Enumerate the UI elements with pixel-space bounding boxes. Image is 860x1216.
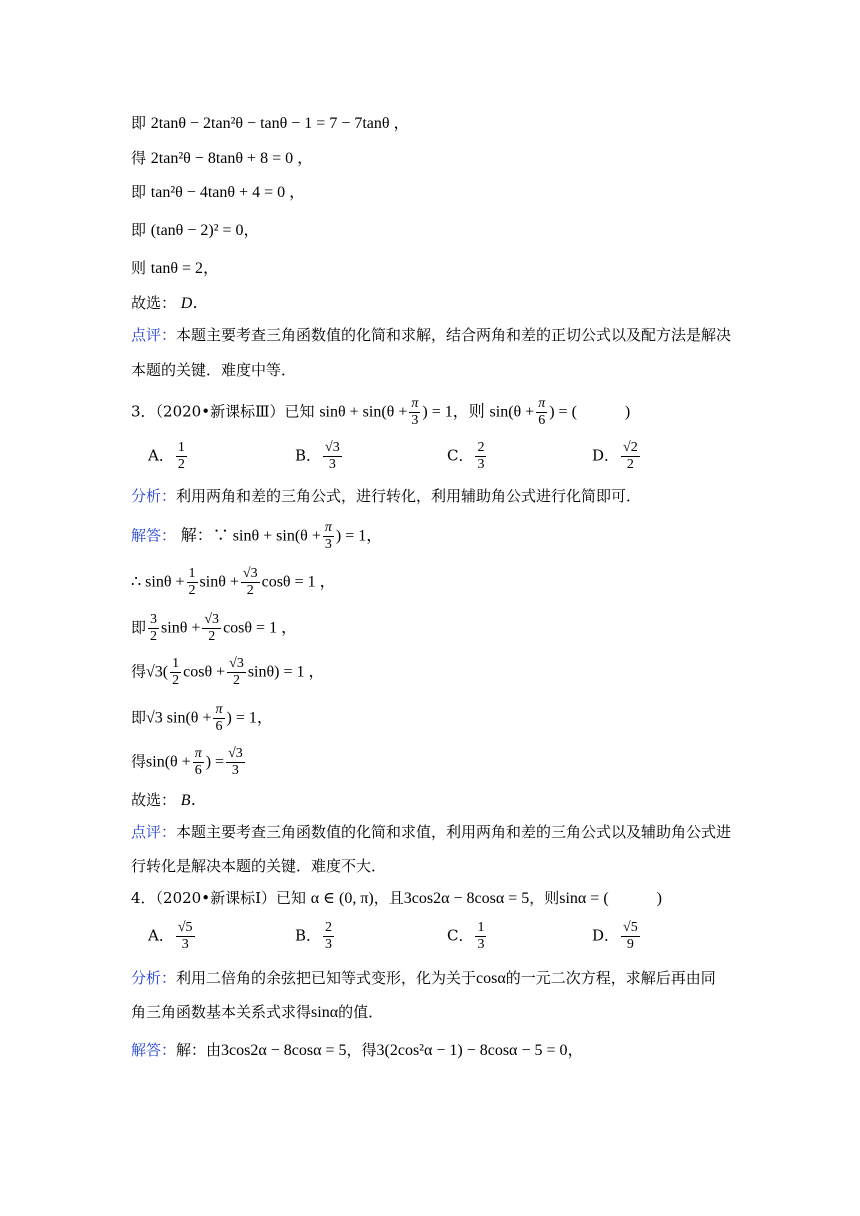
text: ，得 [346, 1041, 377, 1059]
comment-label: 点评： [131, 823, 177, 841]
denominator: 2 [626, 457, 634, 472]
text: 即 [131, 618, 147, 637]
answer-choice-line [131, 291, 208, 316]
denominator: 3 [477, 937, 485, 952]
equation: sinα [311, 1004, 339, 1021]
text: 得 [131, 752, 147, 771]
comment-line [131, 854, 386, 878]
denominator: 2 [232, 673, 240, 688]
equation: 3(2cos²α − 1) − 8cosα − 5 = 0， [376, 1042, 584, 1059]
comment-text: 本题主要考查三角函数值的化简和求值，利用两角和差的三角公式以及辅助角公式进 [176, 823, 732, 841]
denominator: 3 [181, 937, 189, 952]
equation: α ∈ (0, π) [310, 890, 374, 907]
fraction [170, 656, 181, 689]
fraction [193, 746, 204, 779]
fraction [176, 920, 195, 953]
equation: cosθ = 1 ， [223, 619, 298, 637]
option-label: C． [447, 446, 474, 465]
equation: sinθ + sin(θ + [319, 403, 408, 421]
analysis-label: 分析： [131, 969, 177, 987]
equation: 2tanθ − 2tan²θ − tanθ − 1 = 7 − 7tanθ ， [150, 115, 410, 132]
numerator: 1 [172, 656, 180, 671]
answer-letter: B． [180, 792, 207, 809]
option-c [447, 440, 488, 473]
solution-line [131, 146, 313, 171]
answer-label: 解答： [131, 526, 177, 545]
numerator: 1 [477, 920, 485, 935]
analysis-line [131, 484, 641, 508]
equation: √3 sin(θ + [146, 709, 212, 727]
denominator: 2 [188, 583, 196, 598]
equation: 3cos2α − 8cosα = 5 [403, 890, 530, 907]
text: 解：由 [176, 1041, 222, 1059]
equation: ) = ( ) [549, 403, 631, 421]
numerator: 2 [477, 440, 485, 455]
numerator: √3 [242, 566, 258, 581]
numerator: π [324, 520, 332, 535]
option-label: C． [447, 926, 474, 945]
option-d [592, 920, 642, 953]
numerator: π [215, 702, 223, 717]
fraction [202, 612, 221, 645]
solution-step [131, 702, 273, 735]
fraction [227, 656, 246, 689]
equation: sinθ) = 1 ， [247, 663, 325, 681]
solution-step [131, 612, 297, 645]
fraction [475, 920, 486, 953]
solution-line [131, 180, 305, 205]
fraction [213, 702, 224, 735]
question-4-stem [131, 886, 662, 911]
equation: 3cos2α − 8cosα = 5 [221, 1042, 347, 1059]
denominator: 3 [324, 537, 332, 552]
equation: sin(θ + [489, 403, 535, 421]
equation: cosθ = 1 ， [261, 573, 336, 591]
denominator: 3 [231, 763, 239, 778]
text: 得 [131, 149, 147, 167]
numerator: √5 [177, 920, 193, 935]
comment-label: 点评： [131, 326, 177, 344]
fraction [475, 440, 486, 473]
equation: cosα [476, 970, 506, 987]
fraction [187, 566, 198, 599]
equation: sinα = ( ) [559, 890, 662, 907]
numerator: π [411, 396, 419, 411]
fraction [621, 920, 640, 953]
option-label: A． [148, 446, 174, 465]
text: 即 [131, 183, 147, 201]
answer-letter: D． [180, 295, 209, 312]
option-b [295, 440, 344, 473]
solution-line [131, 111, 410, 136]
question-3-stem [131, 396, 630, 429]
analysis-line [131, 1000, 383, 1025]
option-label: D． [592, 446, 620, 465]
analysis-text: 角三角函数基本关系式求得 [131, 1003, 312, 1021]
equation: (tanθ − 2)² = 0， [150, 222, 260, 239]
denominator: 6 [215, 719, 223, 734]
numerator: √3 [229, 656, 244, 671]
text: 即 [131, 221, 147, 239]
denominator: 2 [208, 629, 216, 644]
question-number: 3．（2020•新课标Ⅲ）已知 [131, 402, 315, 421]
analysis-line [131, 966, 716, 991]
option-d [592, 440, 642, 473]
text: 即 [131, 708, 147, 727]
text: 故选： [131, 791, 177, 809]
numerator: π [194, 746, 202, 761]
denominator: 3 [477, 457, 485, 472]
equation: ) = [205, 753, 225, 771]
denominator: 3 [411, 413, 419, 428]
comment-line [131, 323, 731, 347]
analysis-text: 利用二倍角的余弦把已知等式变形，化为关于 [176, 969, 477, 987]
denominator: 6 [538, 413, 546, 428]
option-a [148, 440, 189, 473]
text: ，则 [529, 889, 560, 907]
equation: ) = 1，则 [422, 403, 485, 421]
denominator: 3 [325, 937, 333, 952]
denominator: 2 [246, 583, 254, 598]
denominator: 9 [626, 937, 634, 952]
equation: ∴ sinθ + [131, 573, 185, 591]
question-number: 4．（2020•新课标Ⅰ）已知 [131, 889, 306, 907]
equation: sin(θ + [146, 753, 191, 771]
analysis-label: 分析： [131, 487, 177, 505]
fraction [176, 440, 187, 473]
comment-line [131, 820, 731, 844]
equation: sinθ + [161, 619, 201, 637]
comment-text: 本题的关键．难度中等． [131, 361, 297, 379]
fraction [536, 396, 547, 429]
equation: 解：∵ sinθ + sin(θ + [180, 527, 321, 545]
denominator: 3 [328, 457, 336, 472]
text: ，且 [373, 889, 404, 907]
numerator: 1 [177, 440, 185, 455]
numerator: 2 [325, 920, 333, 935]
answer-choice-line [131, 788, 207, 813]
text: 则 [131, 259, 147, 277]
option-c [447, 920, 488, 953]
fraction [226, 746, 245, 779]
option-b [295, 920, 336, 953]
fraction [323, 440, 342, 473]
analysis-text: 的值． [338, 1003, 384, 1021]
denominator: 6 [194, 763, 202, 778]
answer-line [131, 520, 382, 553]
equation: ) = 1， [226, 709, 273, 727]
analysis-text: 的一元二次方程，求解后再由同 [505, 969, 716, 987]
text: 故选： [131, 294, 177, 312]
denominator: 2 [172, 673, 180, 688]
equation: sinθ + [199, 573, 239, 591]
equation: cosθ + [183, 663, 226, 681]
fraction [241, 566, 260, 599]
numerator: 3 [150, 612, 158, 627]
comment-text: 本题主要考查三角函数值的化简和求解，结合两角和差的正切公式以及配方法是解决 [176, 326, 732, 344]
denominator: 2 [177, 457, 185, 472]
option-a [148, 920, 197, 953]
fraction [409, 396, 420, 429]
comment-line [131, 358, 296, 382]
option-label: A． [148, 926, 174, 945]
numerator: √5 [623, 920, 638, 935]
fraction [148, 612, 159, 645]
analysis-text: 利用两角和差的三角公式，进行转化，利用辅助角公式进行化简即可． [176, 487, 642, 505]
solution-step [131, 566, 336, 599]
solution-step [131, 746, 247, 779]
comment-text: 行转化是解决本题的关键．难度不大． [131, 857, 387, 875]
fraction [621, 440, 640, 473]
equation: √3( [146, 663, 169, 681]
option-label: B． [295, 926, 322, 945]
equation: tan²θ − 4tanθ + 4 = 0 ， [150, 184, 306, 201]
equation: tanθ = 2， [150, 260, 220, 277]
text: 即 [131, 114, 147, 132]
denominator: 2 [150, 629, 158, 644]
answer-label: 解答： [131, 1041, 177, 1059]
solution-line [131, 256, 219, 281]
numerator: 1 [188, 566, 196, 581]
option-label: D． [592, 926, 620, 945]
solution-line [131, 218, 260, 243]
text: 得 [131, 662, 147, 681]
numerator: √3 [228, 746, 243, 761]
answer-line [131, 1038, 584, 1063]
option-label: B． [295, 446, 322, 465]
equation: 2tan²θ − 8tanθ + 8 = 0 ， [150, 150, 314, 167]
numerator: √3 [325, 440, 340, 455]
fraction [323, 920, 334, 953]
numerator: π [538, 396, 546, 411]
numerator: √3 [204, 612, 220, 627]
numerator: √2 [623, 440, 638, 455]
solution-step [131, 656, 325, 689]
equation: ) = 1， [335, 527, 383, 545]
fraction [323, 520, 334, 553]
